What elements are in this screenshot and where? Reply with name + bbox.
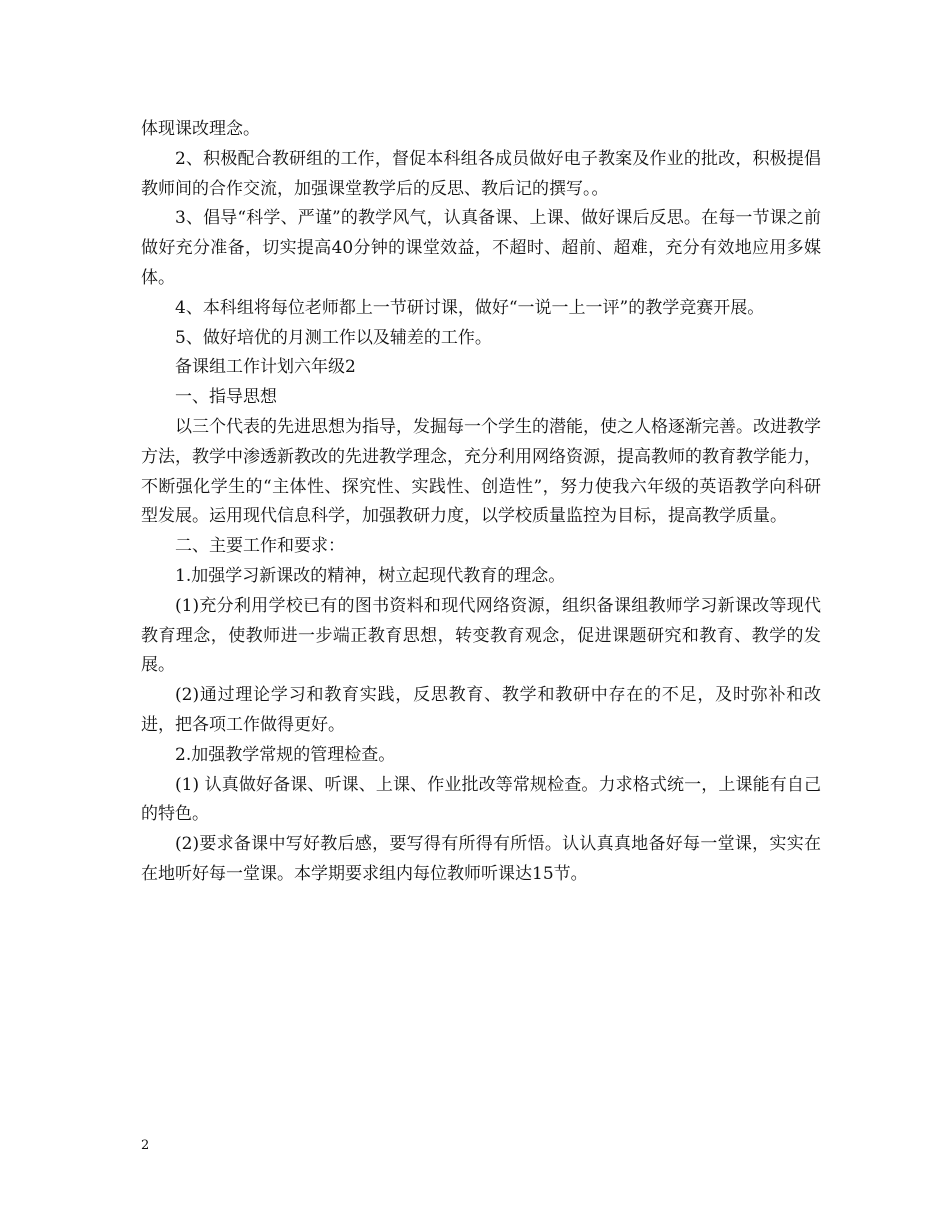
section-title: 备课组工作计划六年级2	[175, 357, 356, 378]
paragraph-1: 2、积极配合教研组的工作，督促本科组各成员做好电子教案及作业的批改，积极提倡教师间的合作交流，加强课堂教学后的反思、教后记的撰写。。	[141, 148, 821, 199]
paragraph-13: (1) 认真做好备课、听课、上课、作业批改等常规检查。力求格式统一，上课能有自己的特色。	[141, 774, 821, 825]
paragraph-4: 5、做好培优的月测工作以及辅差的工作。	[175, 327, 492, 348]
document-body	[141, 115, 821, 890]
paragraph-3: 4、本科组将每位老师都上一节研讨课，做好“一说一上一评”的教学竞赛开展。	[175, 297, 765, 318]
paragraph-10: (1)充分利用学校已有的图书资料和现代网络资源，组织备课组教师学习新课改等现代教育理念，使教师进一步端正教育思想，转变教育观念，促进课题研究和教育、教学的发展。	[141, 595, 821, 676]
paragraph-7: 以三个代表的先进思想为指导，发掘每一个学生的潜能，使之人格逐渐完善。改进教学方法，教学中渗透新教改的先进教学理念，充分利用网络资源，提高教师的教育教学能力，不断强化学生的“主体性、探究性、实践性、创造性”，努力使我六年级的英语教学向科研型发展。运用现代信息科学，加强教研力度，以学校质量监控为目标，提高教学质量。	[141, 416, 821, 527]
paragraph-14: (2)要求备课中写好教后感，要写得有所得有所悟。认认真真地备好每一堂课，实实在在地听好每一堂课。本学期要求组内每位教师听课达15节。	[141, 834, 821, 884]
page-number: 2	[141, 1138, 150, 1153]
heading-main-work: 二、主要工作和要求：	[175, 536, 345, 557]
heading-guiding-ideas: 一、指导思想	[175, 387, 277, 408]
paragraph-9: 1.加强学习新课改的精神，树立起现代教育的理念。	[175, 565, 566, 586]
paragraph-0: 体现课改理念。	[141, 119, 260, 139]
paragraph-2: 3、倡导“科学、严谨”的教学风气，认真备课、上课、做好课后反思。在每一节课之前做好充分准备，切实提高40分钟的课堂效益，不超时、超前、超难，充分有效地应用多媒体。	[141, 208, 821, 288]
paragraph-11: (2)通过理论学习和教育实践，反思教育、教学和教研中存在的不足，及时弥补和改进，把各项工作做得更好。	[141, 685, 821, 735]
paragraph-12: 2.加强教学常规的管理检查。	[175, 744, 396, 765]
